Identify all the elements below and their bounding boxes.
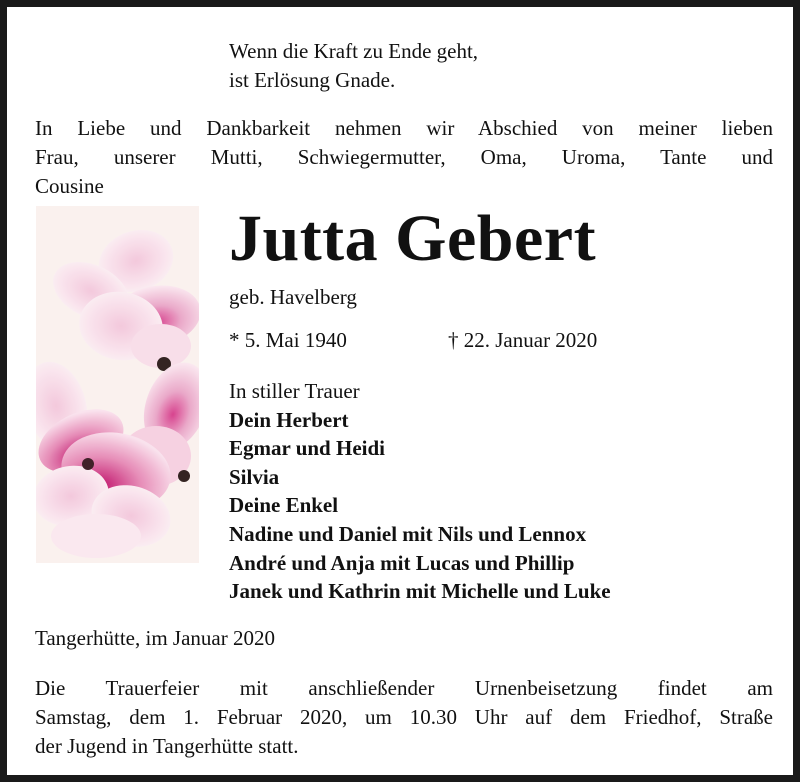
- mourner-name: Dein Herbert: [229, 407, 349, 432]
- magnolia-illustration: [36, 206, 199, 563]
- notice-line-3: der Jugend in Tangerhütte statt.: [35, 734, 299, 758]
- motto-line-2: ist Erlösung Gnade.: [229, 68, 396, 92]
- intro-line-2: Frau, unserer Mutti, Schwiegermutter, Oma, Uroma, Tante und: [35, 145, 773, 169]
- motto: [229, 37, 478, 95]
- birth-date: * 5. Mai 1940: [229, 328, 347, 352]
- mourners-list: [229, 377, 611, 606]
- funeral-notice: [35, 674, 773, 761]
- obituary-notice: [7, 7, 793, 775]
- maiden-name: geb. Havelberg: [229, 285, 357, 309]
- intro-line-3: Cousine: [35, 174, 104, 198]
- deceased-name: Jutta Gebert: [229, 202, 597, 275]
- mourners-heading: In stiller Trauer: [229, 379, 360, 403]
- mourner-name: Egmar und Heidi: [229, 436, 385, 461]
- intro-line-1: In Liebe und Dankbarkeit nehmen wir Abschied von meiner lieben: [35, 116, 773, 140]
- mourner-name: Silvia: [229, 464, 280, 489]
- mourner-name: Deine Enkel: [229, 493, 339, 518]
- death-date: † 22. Januar 2020: [448, 328, 598, 352]
- mourner-name: André und Anja mit Lucas und Phillip: [229, 550, 575, 575]
- motto-line-1: Wenn die Kraft zu Ende geht,: [229, 39, 479, 63]
- mourner-name: Nadine und Daniel mit Nils und Lennox: [229, 521, 587, 546]
- place-and-date: Tangerhütte, im Januar 2020: [35, 626, 275, 650]
- notice-line-2: Samstag, dem 1. Februar 2020, um 10.30 Uhr auf dem Friedhof, Straße: [35, 705, 773, 729]
- mourner-name: Janek und Kathrin mit Michelle und Luke: [229, 579, 611, 604]
- notice-line-1: Die Trauerfeier mit anschließender Urnenbeisetzung findet am: [35, 676, 773, 700]
- intro-text: [35, 114, 773, 201]
- magnolia-photo: [36, 206, 199, 563]
